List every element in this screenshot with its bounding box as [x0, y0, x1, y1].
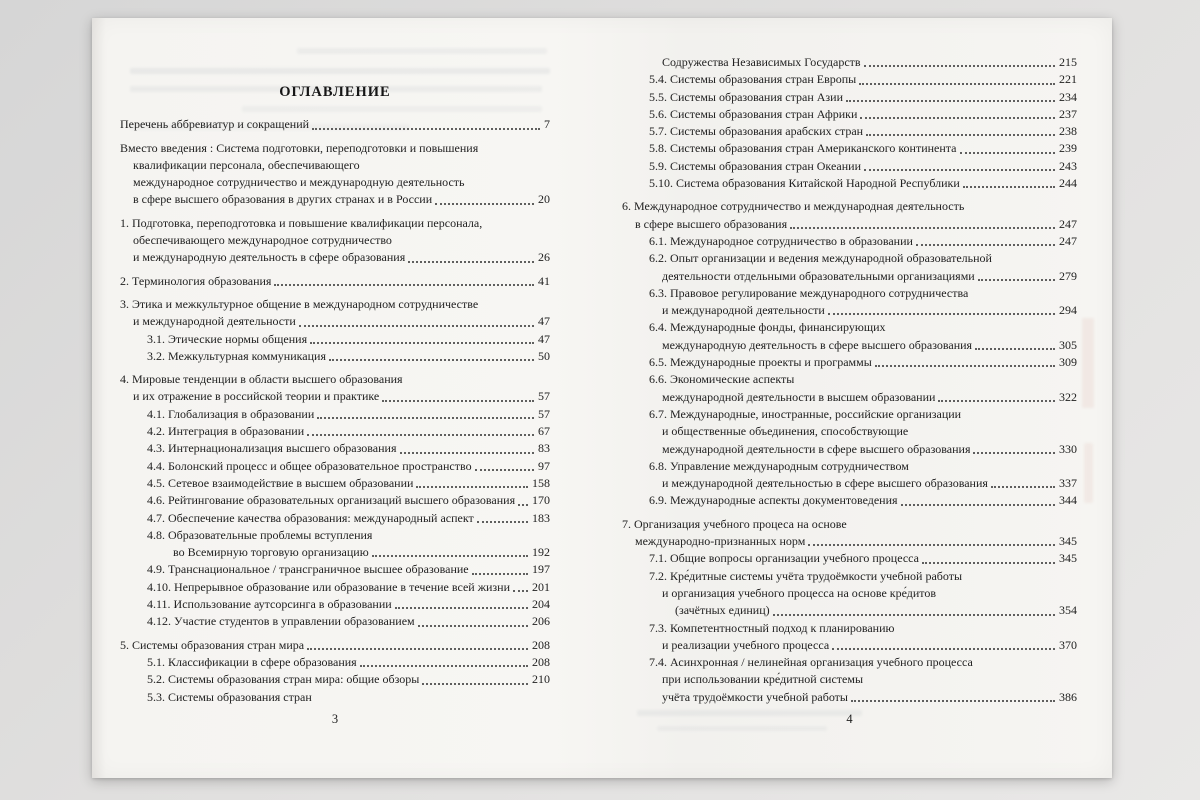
toc-entry-text: 5.3. Системы образования стран — [147, 689, 312, 704]
toc-page-ref: 183 — [532, 510, 550, 525]
toc-entry — [622, 106, 1077, 123]
toc-page-ref: 67 — [538, 424, 550, 439]
toc-entry-text: учёта трудоёмкости учебной работы — [662, 689, 848, 704]
toc-entry-text: 4.7. Обеспечение качества образования: международный аспект — [147, 510, 474, 525]
right-page-number: 4 — [846, 711, 853, 726]
toc-entry-text: Содружества Независимых Государств — [662, 55, 861, 69]
toc-entry-text: 6.4. Международные фонды, финансирующих — [649, 320, 886, 335]
toc-entry-text: 7.2. Кре́дитные системы учёта трудоёмкости учебной работы — [649, 568, 963, 583]
dot-leader — [418, 625, 528, 627]
dot-leader — [475, 469, 534, 471]
toc-entry — [622, 654, 1077, 706]
toc-page-ref: 208 — [532, 637, 550, 652]
toc-entry — [120, 637, 550, 654]
toc-page-ref: 237 — [1059, 106, 1077, 121]
toc-entry — [120, 654, 550, 671]
dot-leader — [299, 325, 534, 327]
toc-entry-text: Вместо введения : Система подготовки, переподготовки и повышения — [120, 140, 479, 155]
toc-entry — [622, 89, 1077, 106]
toc-page-ref: 345 — [1059, 551, 1077, 566]
toc-page-ref: 294 — [1059, 303, 1077, 318]
toc-entry — [120, 458, 550, 475]
toc-entry — [622, 458, 1077, 493]
toc-entry — [622, 123, 1077, 140]
dot-leader — [864, 65, 1055, 67]
toc-entry-text: 5.8. Системы образования стран Американского континента — [649, 141, 957, 156]
toc-page-ref: 330 — [1059, 441, 1077, 456]
dot-leader — [866, 134, 1055, 136]
toc-entry-text: 4.9. Транснациональное / трансграничное высшее образование — [147, 562, 469, 577]
toc-entry — [622, 140, 1077, 157]
toc-entry — [622, 158, 1077, 175]
toc-entry-text: 6.9. Международные аспекты документоведения — [649, 493, 898, 508]
toc-entry — [120, 561, 550, 578]
dot-leader — [860, 117, 1055, 119]
toc-entry-text: (зачётных единиц) — [675, 603, 770, 618]
toc-entry — [120, 116, 550, 133]
toc-entry-text: 2. Терминология образования — [120, 273, 272, 288]
toc-entry-text: и международной деятельности — [662, 303, 825, 318]
toc-page-ref: 197 — [532, 562, 550, 577]
toc-entry-text: 6. Международное сотрудничество и международная деятельность — [622, 199, 965, 214]
toc-entry — [120, 348, 550, 365]
toc-entry-text: и их отражение в российской теории и практике — [133, 389, 380, 404]
toc-entry-text: 4.5. Сетевое взаимодействие в высшем образовании — [147, 475, 414, 490]
toc-entry — [120, 527, 550, 562]
toc-page-ref: 243 — [1059, 158, 1077, 173]
dot-leader — [312, 128, 540, 130]
toc-entry — [622, 175, 1077, 192]
toc-entry-text: и международную деятельность в сфере образования — [133, 250, 406, 265]
toc-entry-text: 4.4. Болонский процесс и общее образовательное пространство — [147, 458, 472, 473]
toc-entry — [622, 54, 1077, 71]
toc-entry — [120, 296, 550, 331]
toc-entry-text: 5.6. Системы образования стран Африки — [649, 106, 858, 121]
toc-page-ref: 244 — [1059, 176, 1077, 191]
dot-leader — [963, 186, 1055, 188]
toc-entry-text: 7.4. Асинхронная / нелинейная организация учебного процесса — [649, 655, 973, 670]
toc-entry-text: 6.5. Международные проекты и программы — [649, 355, 872, 370]
toc-entry-text: и международной деятельностью в сфере высшего образования — [662, 476, 988, 491]
toc-entry — [120, 423, 550, 440]
toc-entry — [120, 371, 550, 406]
dot-leader — [832, 648, 1055, 650]
dot-leader — [274, 284, 534, 286]
toc-page-ref: 47 — [538, 331, 550, 346]
toc-entry-text: 5.9. Системы образования стран Океании — [649, 158, 862, 173]
toc-entry-text: 5. Системы образования стран мира — [120, 637, 305, 652]
toc-page-ref: 322 — [1059, 389, 1077, 404]
toc-entry-text: 4.12. Участие студентов в управлении образованием — [147, 614, 415, 629]
toc-entry-text: 7. Организация учебного процеса на основе — [622, 516, 847, 531]
ghost-ink-bleed — [1084, 443, 1093, 503]
toc-entry — [622, 285, 1077, 320]
toc-entry — [622, 250, 1077, 285]
toc-entry — [120, 273, 550, 290]
dot-leader — [851, 700, 1055, 702]
dot-leader — [922, 562, 1055, 564]
dot-leader — [310, 342, 534, 344]
left-page-entries — [120, 116, 550, 706]
toc-page-ref: 370 — [1059, 637, 1077, 652]
dot-leader — [773, 614, 1055, 616]
toc-entry-text: 6.3. Правовое регулирование международного сотрудничества — [649, 285, 969, 300]
toc-entry-text: 5.4. Системы образования стран Европы — [649, 72, 857, 87]
toc-page-ref: 210 — [532, 672, 550, 687]
toc-entry-text: международной деятельности в сфере высшего образования — [662, 441, 971, 456]
dot-leader — [307, 434, 534, 436]
toc-page-ref: 247 — [1059, 233, 1077, 248]
dot-leader — [790, 227, 1055, 229]
toc-entry — [622, 354, 1077, 371]
dot-leader — [382, 400, 534, 402]
right-page-entries — [622, 54, 1077, 706]
dot-leader — [978, 279, 1055, 281]
dot-leader — [808, 544, 1055, 546]
toc-entry — [622, 568, 1077, 620]
dot-leader — [938, 400, 1055, 402]
toc-page-ref: 279 — [1059, 268, 1077, 283]
toc-entry — [120, 215, 550, 267]
toc-entry — [622, 550, 1077, 567]
dot-leader — [859, 83, 1055, 85]
toc-page-ref: 208 — [532, 654, 550, 669]
toc-entry-text: 3. Этика и межкультурное общение в международном сотрудничестве — [120, 296, 479, 311]
toc-page-ref: 170 — [532, 493, 550, 508]
toc-entry-text: 4.11. Использование аутсорсинга в образовании — [147, 597, 392, 612]
dot-leader — [828, 313, 1055, 315]
toc-page-ref: 57 — [538, 389, 550, 404]
toc-entry — [622, 516, 1077, 551]
toc-entry-text: 6.2. Опыт организации и ведения международной образовательной — [649, 251, 992, 266]
toc-entry-text: международной деятельности в высшем образовании — [662, 389, 936, 404]
dot-leader — [901, 504, 1055, 506]
toc-entry-text: 7.1. Общие вопросы организации учебного процесса — [649, 551, 919, 566]
toc-entry-text: 6.1. Международное сотрудничество в образовании — [649, 233, 913, 248]
toc-entry-text: в сфере высшего образования — [635, 216, 788, 231]
toc-entry — [120, 613, 550, 630]
toc-entry-text: международное сотрудничество и международную деятельность — [133, 175, 465, 190]
toc-entry-text: в сфере высшего образования в других странах и в России — [133, 192, 433, 207]
toc-page-ref: 192 — [532, 545, 550, 560]
toc-entry — [120, 510, 550, 527]
dot-leader — [991, 486, 1055, 488]
toc-entry-text: 6.7. Международные, иностранные, российские организации — [649, 406, 962, 421]
toc-entry — [120, 689, 550, 706]
toc-page-ref: 345 — [1059, 534, 1077, 549]
ghost-showthrough-line — [130, 68, 550, 74]
toc-entry-text: международную деятельность в сфере высшего образования — [662, 337, 973, 352]
dot-leader — [307, 648, 528, 650]
toc-page-ref: 234 — [1059, 89, 1077, 104]
dot-leader — [408, 261, 534, 263]
toc-page-ref: 83 — [538, 441, 550, 456]
toc-entry — [120, 475, 550, 492]
ghost-ink-bleed — [1082, 318, 1094, 408]
toc-page-ref: 204 — [532, 597, 550, 612]
toc-page-ref: 97 — [538, 458, 550, 473]
toc-entry-text: 5.5. Системы образования стран Азии — [649, 89, 843, 104]
toc-page-ref: 239 — [1059, 141, 1077, 156]
toc-entry-text: 3.2. Межкультурная коммуникация — [147, 348, 326, 363]
toc-entry — [120, 440, 550, 457]
toc-entry — [622, 71, 1077, 88]
toc-entry-text: квалификации персонала, обеспечивающего — [133, 157, 360, 172]
toc-entry — [120, 406, 550, 423]
toc-page-ref: 305 — [1059, 337, 1077, 352]
left-page-column — [120, 84, 550, 728]
toc-entry-text: 4.3. Интернационализация высшего образования — [147, 441, 397, 456]
dot-leader — [518, 504, 528, 506]
toc-entry — [120, 140, 550, 209]
toc-entry-text: 5.10. Система образования Китайской Народной Республики — [649, 176, 960, 191]
dot-leader — [472, 573, 528, 575]
toc-entry-text: международно-признанных норм — [635, 534, 806, 549]
dot-leader — [960, 152, 1055, 154]
toc-entry — [622, 198, 1077, 233]
dot-leader — [973, 452, 1055, 454]
toc-entry-text: 4.8. Образовательные проблемы вступления — [147, 527, 373, 542]
toc-entry-text: во Всемирную торговую организацию — [173, 545, 369, 560]
dot-leader — [372, 555, 528, 557]
toc-page-ref: 238 — [1059, 124, 1077, 139]
toc-entry-text: Перечень аббревиатур и сокращений — [120, 117, 310, 132]
toc-page-ref: 221 — [1059, 72, 1077, 87]
toc-entry-text: и организация учебного процесса на основе кре́дитов — [662, 585, 937, 600]
toc-page-ref: 47 — [538, 314, 550, 329]
ghost-showthrough-line — [297, 48, 547, 54]
toc-entry-text: при использовании кре́дитной системы — [662, 672, 863, 687]
toc-page-ref: 354 — [1059, 603, 1077, 618]
toc-page-ref: 57 — [538, 406, 550, 421]
toc-entry-text: 7.3. Компетентностный подход к планированию — [649, 620, 895, 635]
toc-entry-text: 1. Подготовка, переподготовка и повышение квалификации персонала, — [120, 215, 483, 230]
toc-page-ref: 20 — [538, 192, 550, 207]
toc-entry — [622, 319, 1077, 354]
toc-entry-text: 6.6. Экономические аспекты — [649, 372, 795, 387]
toc-entry-text: 4.1. Глобализация в образовании — [147, 406, 315, 421]
toc-entry — [120, 579, 550, 596]
dot-leader — [400, 452, 535, 454]
toc-page-ref: 309 — [1059, 355, 1077, 370]
dot-leader — [329, 359, 534, 361]
toc-entry — [622, 492, 1077, 509]
toc-entry — [120, 331, 550, 348]
dot-leader — [395, 607, 528, 609]
dot-leader — [317, 417, 534, 419]
toc-entry-text: обеспечивающего международное сотрудничество — [133, 233, 392, 248]
toc-entry — [120, 671, 550, 688]
toc-entry — [622, 406, 1077, 458]
toc-entry-text: 6.8. Управление международным сотрудничеством — [649, 458, 909, 473]
toc-page-ref: 158 — [532, 475, 550, 490]
right-page-column — [622, 54, 1077, 728]
toc-title: ОГЛАВЛЕНИЕ — [279, 84, 391, 100]
dot-leader — [864, 169, 1055, 171]
dot-leader — [416, 486, 528, 488]
toc-page-ref: 50 — [538, 348, 550, 363]
toc-entry — [622, 371, 1077, 406]
dot-leader — [975, 348, 1055, 350]
toc-entry-text: и общественные объединения, способствующие — [662, 424, 909, 439]
toc-entry — [120, 596, 550, 613]
dot-leader — [422, 683, 528, 685]
toc-entry-text: и реализации учебного процесса — [662, 637, 830, 652]
dot-leader — [846, 100, 1055, 102]
dot-leader — [477, 521, 528, 523]
toc-entry-text: деятельности отдельными образовательными организациями — [662, 268, 975, 283]
toc-page-ref: 206 — [532, 614, 550, 629]
toc-page-ref: 337 — [1059, 476, 1077, 491]
toc-entry-text: 5.1. Классификации в сфере образования — [147, 654, 357, 669]
toc-page-ref: 201 — [532, 579, 550, 594]
toc-page-ref: 215 — [1059, 55, 1077, 69]
toc-entry-text: и международной деятельности — [133, 314, 296, 329]
toc-entry — [622, 620, 1077, 655]
toc-page-ref: 386 — [1059, 689, 1077, 704]
toc-entry-text: 3.1. Этические нормы общения — [147, 331, 308, 346]
book-spread — [92, 18, 1112, 778]
dot-leader — [513, 590, 528, 592]
toc-page-ref: 41 — [538, 273, 550, 288]
toc-entry-text: 4. Мировые тенденции в области высшего образования — [120, 372, 403, 387]
dot-leader — [360, 665, 528, 667]
toc-page-ref: 344 — [1059, 493, 1077, 508]
left-page-number: 3 — [331, 711, 339, 726]
dot-leader — [916, 244, 1055, 246]
toc-entry-text: 5.2. Системы образования стран мира: общие обзоры — [147, 672, 420, 687]
toc-page-ref: 26 — [538, 250, 550, 265]
toc-entry-text: 4.6. Рейтингование образовательных организаций высшего образования — [147, 493, 516, 508]
toc-page-ref: 7 — [544, 117, 550, 132]
dot-leader — [875, 365, 1055, 367]
toc-entry-text: 5.7. Системы образования арабских стран — [649, 124, 864, 139]
toc-entry-text: 4.10. Непрерывное образование или образование в течение всей жизни — [147, 579, 510, 594]
toc-entry — [622, 233, 1077, 250]
dot-leader — [435, 203, 534, 205]
toc-entry-text: 4.2. Интеграция в образовании — [147, 424, 305, 439]
toc-page-ref: 247 — [1059, 216, 1077, 231]
toc-entry — [120, 492, 550, 509]
